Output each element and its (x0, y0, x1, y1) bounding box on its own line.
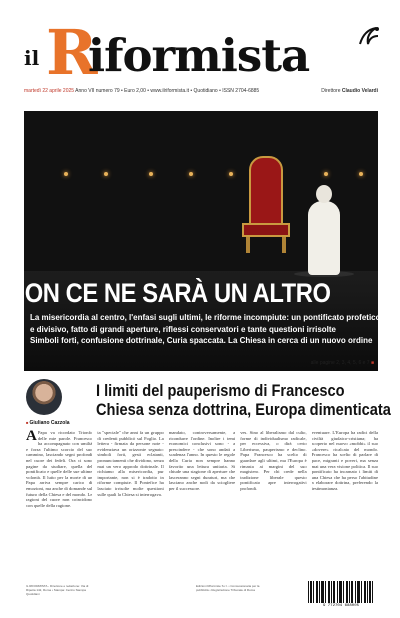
article-column (97, 430, 163, 580)
issue-date: martedì 22 aprile 2025 (24, 88, 75, 94)
article-body (26, 430, 378, 580)
masthead-initial: R (46, 16, 98, 89)
issue-details: Anno VII numero 79 • Euro 2,00 • www.ilriformista.it • Quotidiano • ISSN 2704-6885 (75, 88, 260, 94)
barcode (306, 580, 376, 606)
column-text: mandato, controversamente, a ricondurre l'ordine. Inoltre i temi economici conclusivi sono - a prescindere - che sono andati a scadenza l'anno. In questo le regole della Curia non sempre hanno favorito una lettura unitaria. Si chiude una stagione di aperture che lasceranno segni duraturi, ma che lasciano anche nodi da sciogliere per il successore. (168, 430, 236, 491)
throne-leg (282, 237, 286, 253)
throne-leg (246, 237, 250, 253)
column-text: ves. Sino al liberalismo dal culto, forme di individualismo radicale, per eccessiva, o dirà certo Liberismo, pauperismo e declino. Papa Francesco ha scelto di guardare agli ultimi, ma l'Europa è rimasta ai margini del suo magistero. Per chi crede nella tradizione liberale questo pontificato apre interrogativi profondi. (240, 430, 307, 491)
story-headline[interactable] (96, 381, 391, 419)
page-reference[interactable] (311, 360, 374, 366)
masthead (14, 16, 386, 89)
author-avatar (26, 379, 62, 415)
story-headline-line2: Chiesa senza dottrina, Europa dimenticata (96, 400, 391, 419)
article-column (312, 430, 378, 580)
subtitle-line: e divisivo, fatto di grandi aperture, riflessi conservatori e tante questioni irrisolte (30, 323, 337, 334)
story-headline-line1: I limiti del pauperismo di Francesco (96, 381, 345, 400)
publisher-info: Edizioni Riformiste S.r.l. • Concessionaria per la pubblicità • Registrazione Tribunale di Roma (196, 584, 260, 592)
pope-figure (304, 183, 344, 275)
swirl-icon (356, 24, 382, 50)
dropcap: A (26, 430, 37, 444)
director-name: Claudio Velardi (341, 88, 378, 94)
main-headline[interactable]: NON CE NE SARÀ UN ALTRO (8, 278, 331, 308)
throne (249, 156, 283, 226)
article-column (240, 430, 306, 580)
colophon: IL RIFORMISTA - Direzione e redazione: Via di Ripetta 142, Roma • Stampa: Centro Stampa Quotidiani (26, 584, 89, 596)
page-reference-marker: ■ (370, 360, 374, 366)
article-column (26, 430, 92, 580)
masthead-prefix: il (24, 46, 40, 70)
column-text: Papa va ricordato Trionfo delle mie parole. Francesco ha accompagnato con umiltà e forza l'ultimo scorcio del suo cammino, lasciando segni profondi nel cuore dei fedeli. Ora ci sono pagine da studiare, quella del pontificato e quelle delle sue ultime volontà. Il lutto per la morte di un Papa arriva sempre carico di emozioni, ma anche di domande sul futuro della Chiesa e del mondo. Le ragioni del cuore non coincidono con quelle della ragione. (26, 430, 93, 508)
throne-seat (242, 223, 290, 237)
headline-subtitle (30, 312, 381, 347)
article-column (169, 430, 235, 580)
masthead-name: iformista (88, 29, 310, 82)
subtitle-line: Simboli forti, confusione dottrinale, Curia spaccata. La Chiesa in cerca di un nuovo ordine (30, 335, 373, 345)
byline: ■ Giuliano Cazzola (26, 420, 70, 426)
issue-info-bar (24, 86, 378, 96)
page-reference-text: alle pagine 2, 3, 4, 5, 6 e 7 (310, 360, 370, 366)
subtitle-line: La misericordia al centro, l'enfasi sugli ultimi, le riforme incompiute: un pontificato profetico (30, 312, 381, 322)
director (321, 88, 378, 94)
director-label: Direttore (321, 88, 341, 94)
column-text: ta "speciale" che anni fa un gruppo di credenti pubblicò sul Foglio. La lettera - firmata da persone note - evidenziava un orizzonte segnato: simboli forti, gesti eclatanti, pronunciamenti che dividono, senza mai un vero approdo dottrinale. Il richiamo alla misericordia, pur importante, non si è tradotto in riforme compiute. Il Pontefice ha lasciato irrisolte molte questioni sulle quali la Chiesa si interrogava. (97, 430, 164, 497)
column-text: eventuare. L'Europa ha radici della civiltà giudaico-cristiana; ha scoperto nel nuovo «mobbi» il suo «dovere» ricalcato del mondo. Francesco ha scelto di parlare di pace, migranti e poveri, ma senza mai una vera visione politica. Il suo pontificato ha incarnato i limiti di una Chiesa che ha perso l'abitudine a elaborare dottrina, preferendo la testimonianza. (311, 430, 379, 491)
barcode-number: 9 772704 688005 (322, 604, 359, 608)
